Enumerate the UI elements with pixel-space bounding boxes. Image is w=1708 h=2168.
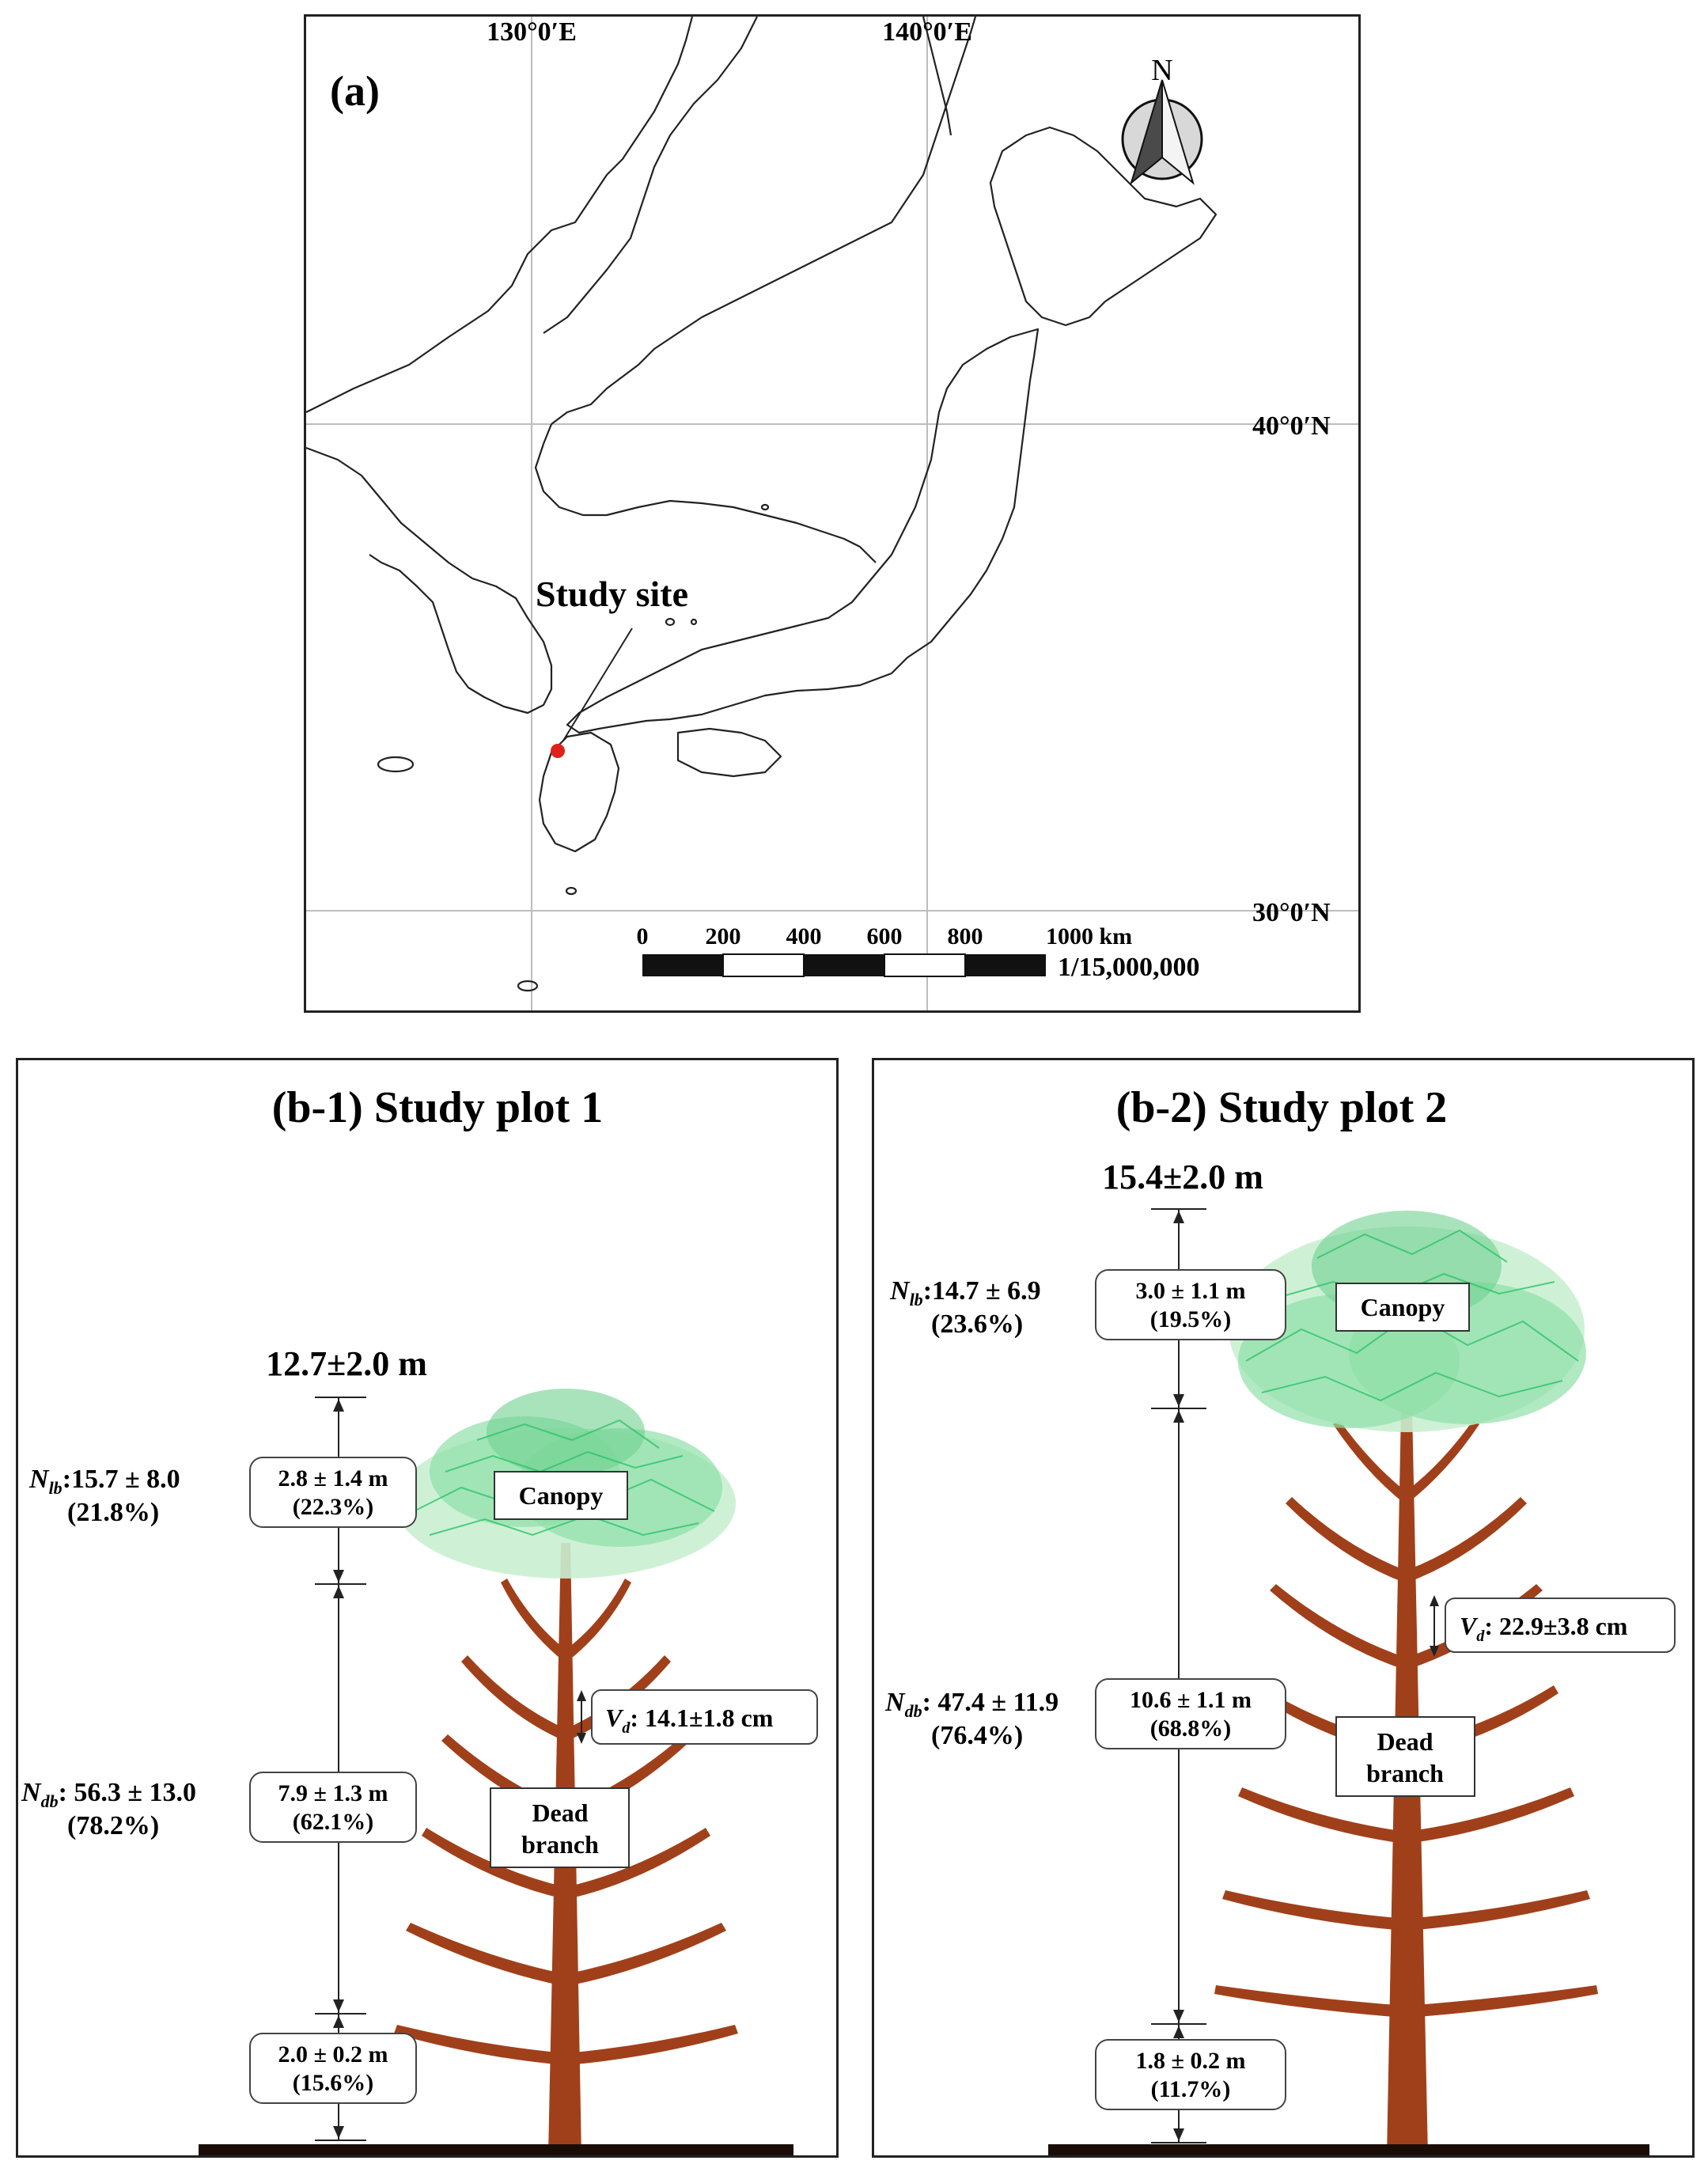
map-panel [304,14,1361,1013]
plot2-dead-label-2: branch [1366,1759,1444,1787]
plot2-mid-length: 10.6 ± 1.1 m [1130,1687,1252,1713]
plot1-panel [16,1058,839,2158]
plot1-nlb-pct: (21.8%) [67,1498,160,1527]
lat-label-30: 30°0′N [1252,898,1331,927]
plot1-dead-label-2: branch [521,1830,599,1859]
plot2-panel [872,1058,1695,2158]
plot1-ndb-text: $N_{db}$: 56.3 ± 13.0 [21,1778,197,1811]
plot1-mid-length: 7.9 ± 1.3 m [278,1780,388,1806]
lon-label-140: 140°0′E [882,17,972,47]
plot1-nlb-text: $N_{lb}:15.7 \pm 8.0$ [29,1465,180,1498]
plot1-vd-arrowhead-up [577,1690,586,1701]
plot1-dead-label-1: Dead [532,1798,589,1827]
scale-tick-200: 200 [705,923,741,949]
plot1-ground [199,2144,793,2155]
plot2-top-length: 3.0 ± 1.1 m [1135,1278,1246,1304]
plot1-tree-height: 12.7±2.0 m [266,1344,427,1383]
plot2-mid-pct: (68.8%) [1149,1715,1232,1742]
plot1-mid-pct: (62.1%) [292,1809,374,1835]
lon-label-130: 130°0′E [487,17,577,47]
plot2-dimension-line [1151,1209,1206,2143]
scale-tick-400: 400 [786,923,822,949]
plot2-tree-height: 15.4±2.0 m [1102,1158,1263,1196]
scale-tick-0: 0 [636,923,649,949]
plot2-dead-label-1: Dead [1377,1727,1433,1756]
plot2-ndb-pct: (76.4%) [931,1721,1024,1750]
panel-label-a: (a) [330,67,380,115]
plot2-vd-arrowhead-up [1430,1595,1439,1606]
plot1-vd-arrowhead-down [577,1733,586,1744]
coastlines [306,17,1216,991]
plot2-title: (b-2) Study plot 2 [1115,1083,1448,1132]
plot1-bot-length: 2.0 ± 0.2 m [278,2041,388,2068]
scale-tick-600: 600 [866,923,903,949]
plot2-top-pct: (19.5%) [1149,1306,1232,1332]
north-label: N [1151,54,1173,87]
plot1-bot-pct: (15.6%) [292,2070,374,2096]
scale-bar [637,923,1200,982]
scale-tick-1000: 1000 km [1046,923,1133,949]
plot2-canopy-label: Canopy [1360,1293,1445,1321]
plot1-title: (b-1) Study plot 1 [271,1083,604,1132]
plot1-top-pct: (22.3%) [292,1494,374,1520]
plot2-bot-length: 1.8 ± 0.2 m [1135,2048,1246,2074]
plot1-vd-text: $V_d$: 14.1±1.8 cm [605,1704,774,1737]
plot2-nlb-pct: (23.6%) [931,1310,1024,1339]
site-leader-line [563,628,632,741]
lat-label-40: 40°0′N [1252,411,1331,441]
scale-tick-800: 800 [947,923,983,949]
plot2-vd-text: $V_d$: 22.9±3.8 cm [1460,1612,1628,1645]
plot2-ground [1048,2144,1649,2155]
plot2-ndb-text: $N_{db}$: 47.4 ± 11.9 [885,1688,1059,1721]
plot2-bot-pct: (11.7%) [1150,2076,1231,2102]
plot1-top-length: 2.8 ± 1.4 m [278,1465,388,1491]
plot1-canvas [18,1060,836,2155]
study-site-label: Study site [536,574,688,614]
plot1-ndb-pct: (78.2%) [67,1811,160,1840]
graticule [306,17,1358,1010]
map-canvas [306,17,1358,1010]
study-site-marker [551,744,565,758]
plot2-canvas [874,1060,1692,2155]
scale-ratio: 1/15,000,000 [1058,953,1200,982]
plot2-nlb-text: $N_{lb}:14.7 \pm 6.9$ [890,1276,1041,1310]
plot1-canopy-label: Canopy [518,1481,604,1510]
north-arrow-icon [1123,54,1202,183]
